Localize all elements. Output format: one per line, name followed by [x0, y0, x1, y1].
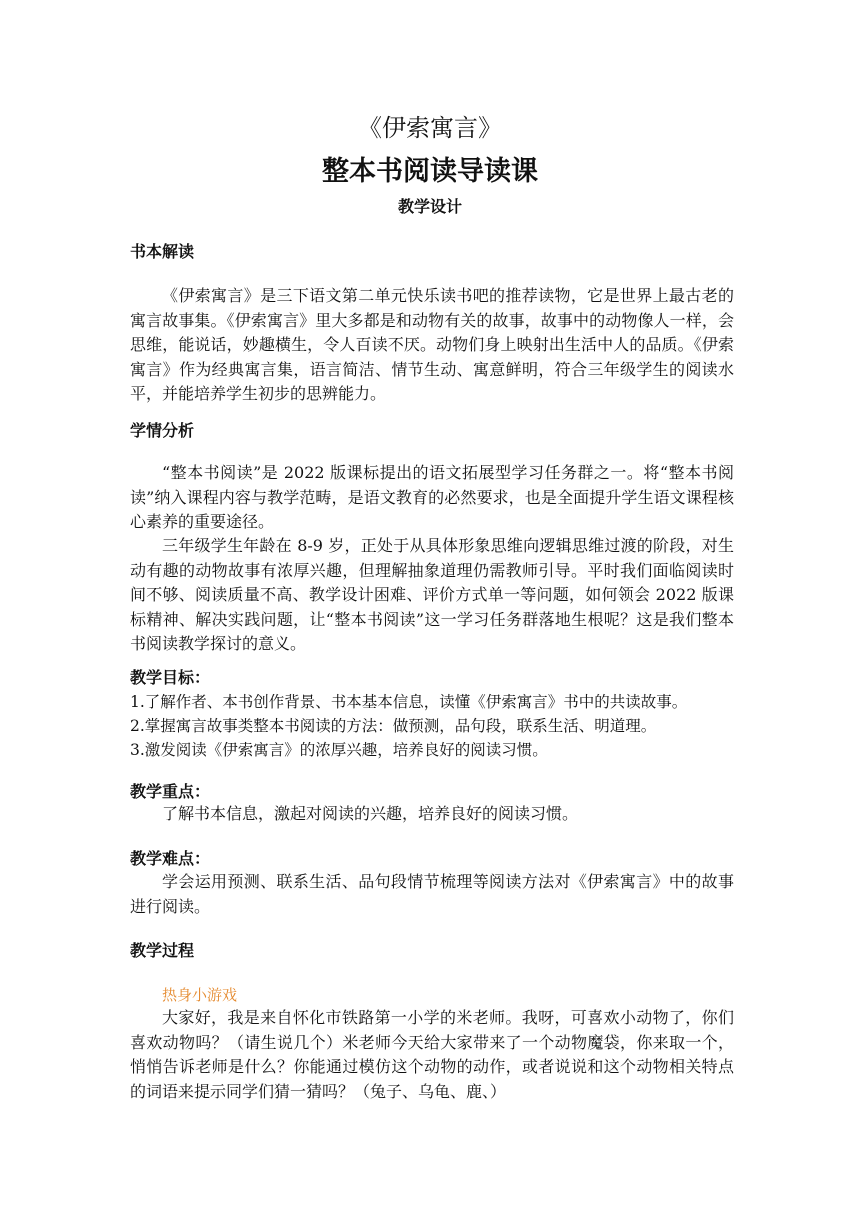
goal-item-2: 2.掌握寓言故事类整本书阅读的方法：做预测，品句段，联系生活、明道理。 — [130, 717, 657, 735]
goal-item-1: 1.了解作者、本书创作背景、书本基本信息，读懂《伊索寓言》书中的共读故事。 — [130, 693, 688, 711]
process-paragraph-1: 大家好，我是来自怀化市铁路第一小学的米老师。我呀，可喜欢小动物了，你们喜欢动物吗？（请生说几个）米老师今天给大家带来了一个动物魔袋，你来取一个，悄悄告诉老师是什么？你能通过模仿这个动物的动作，或者说说和这个动物相关特点的词语来提示同学们猜一猜吗？（兔子、乌龟、鹿、） — [130, 1008, 734, 1101]
student-analysis-paragraph-2: 三年级学生年龄在 8-9 岁，正处于从具体形象思维向逻辑思维过渡的阶段，对生动有趣的动物故事有浓厚兴趣，但理解抽象道理仍需教师引导。平时我们面临阅读时间不够、阅读质量不高、教学设计困难、评价方式单一等问题，如何领会 2022 版课标精神、解决实践问题，让“整本书阅读”这一学习任务群落地生根呢？这是我们整本书阅读教学探讨的意义。 — [130, 536, 734, 653]
lesson-title: 整本书阅读导读课 — [322, 156, 538, 187]
section-heading-key-points: 教学重点： — [130, 782, 211, 801]
warmup-game-label: 热身小游戏 — [162, 986, 238, 1004]
section-heading-goals: 教学目标： — [130, 668, 211, 687]
book-title: 《伊索寓言》 — [358, 114, 502, 142]
section-heading-difficulties: 教学难点： — [130, 849, 211, 868]
doc-type-label: 教学设计 — [397, 197, 462, 216]
goal-item-3: 3.激发阅读《伊索寓言》的浓厚兴趣，培养良好的阅读习惯。 — [130, 741, 548, 759]
section-heading-book: 书本解读 — [130, 242, 195, 261]
student-analysis-paragraph-1: “整本书阅读”是 2022 版课标提出的语文拓展型学习任务群之一。将“整本书阅读”纳入课程内容与教学范畴，是语文教育的必然要求，也是全面提升学生语文课程核心素养的重要途径。 — [130, 463, 734, 531]
difficulties-paragraph: 学会运用预测、联系生活、品句段情节梳理等阅读方法对《伊索寓言》中的故事进行阅读。 — [130, 872, 734, 916]
section-heading-students: 学情分析 — [130, 421, 195, 440]
section-heading-process: 教学过程 — [130, 941, 195, 960]
key-points-paragraph: 了解书本信息，激起对阅读的兴趣，培养良好的阅读习惯。 — [162, 804, 579, 823]
book-interpretation-paragraph: 《伊索寓言》是三下语文第二单元快乐读书吧的推荐读物，它是世界上最古老的寓言故事集。《伊索寓言》里大多都是和动物有关的故事，故事中的动物像人一样，会思维，能说话，妙趣横生，令人百读不厌。动物们身上映射出生活中人的品质。《伊索寓言》作为经典寓言集，语言简洁、情节生动、寓意鲜明，符合三年级学生的阅读水平，并能培养学生初步的思辨能力。 — [130, 286, 734, 403]
